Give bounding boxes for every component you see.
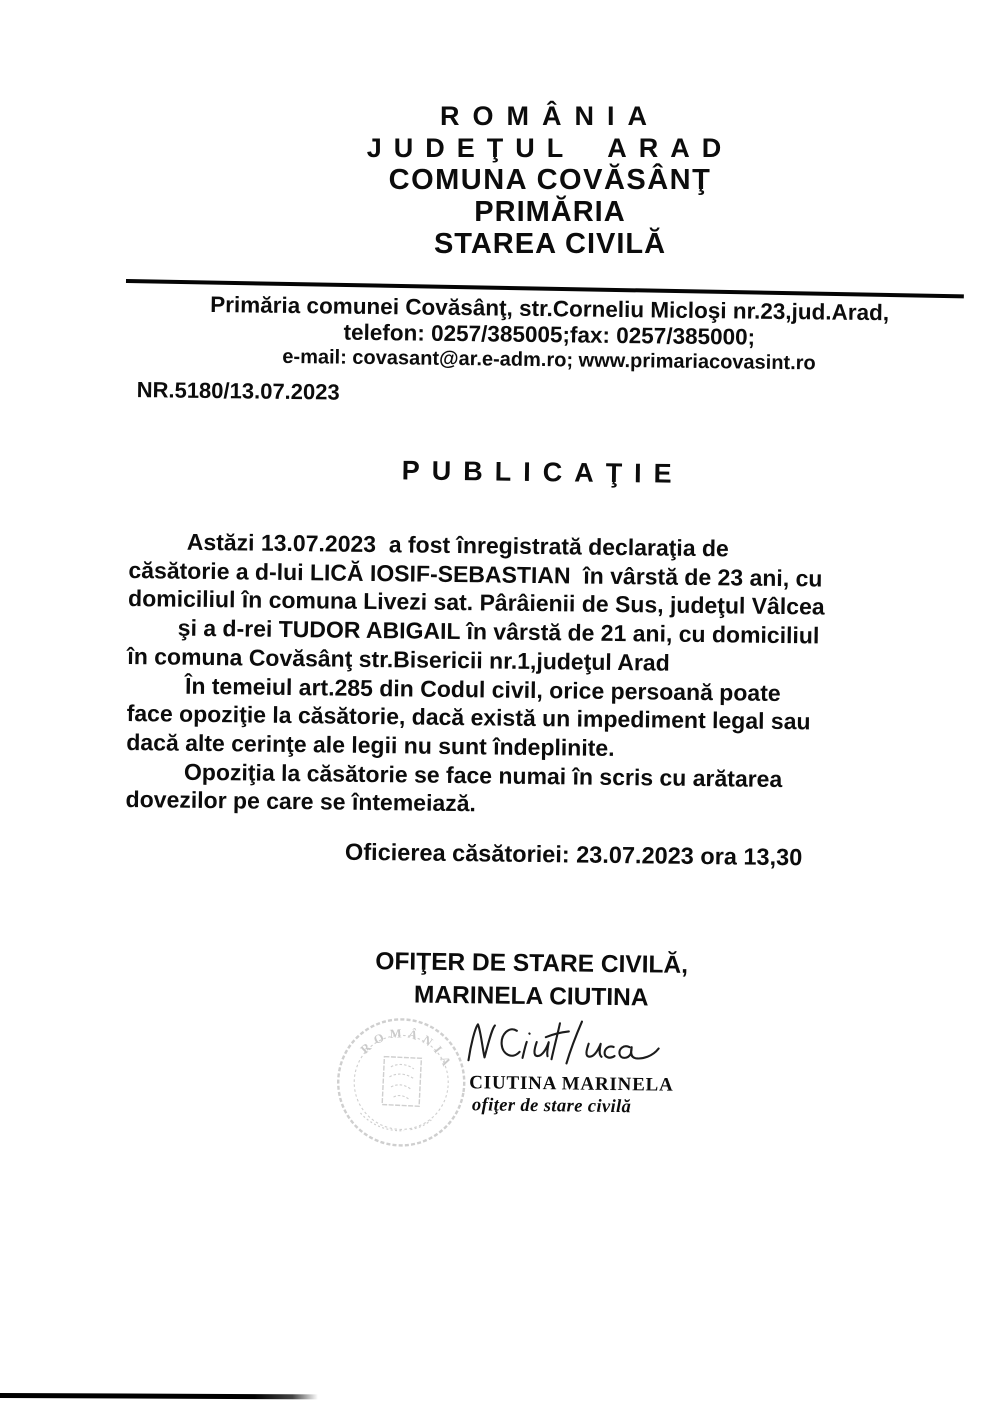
signoff-name: MARINELA CIUTINA [413,981,649,1012]
letterhead-department: STAREA CIVILĂ [433,228,667,260]
body-line: domiciliul în comuna Livezi sat. Pârâienii de Sus, judeţul Vâlcea [127,585,825,620]
registration-number: NR.5180/13.07.2023 [136,377,340,405]
signed-name: CIUTINA MARINELA [469,1072,674,1096]
official-round-stamp-icon [329,1011,473,1155]
signed-title: ofiţer de stare civilă [471,1095,632,1118]
letterhead-country: ROMÂNIA [440,101,660,131]
contact-block [109,290,990,379]
body-line: Astăzi 13.07.2023 a fost înregistrată declaraţia de [186,528,729,562]
contact-email-web-line: e-mail: covasant@ar.e-adm.ro; www.primariacovasint.ro [282,345,816,375]
body-line: În temeiul art.285 din Codul civil, orice persoană poate [184,672,781,706]
officiation-date-line: Oficierea căsătoriei: 23.07.2023 ora 13,30 [344,838,803,871]
body-line: dovezilor pe care se întemeiază. [125,786,477,817]
body-line: face opoziţie la căsătorie, dacă există un impediment legal sau [126,700,811,735]
body-line: în comuna Covăsânţ str.Bisericii nr.1,judeţul Arad [127,642,670,676]
letterhead-institution: PRIMĂRIA [474,196,626,228]
body-line: dacă alte cerinţe ale legii nu sunt îndeplinite. [126,728,615,761]
signoff-block [86,942,977,1019]
letterhead-commune: COMUNA COVĂSÂNŢ [388,164,712,196]
body-line: Opoziţia la căsătorie se face numai în scris cu arătarea [183,758,783,792]
svg-text:ROMÂNIA: ROMÂNIA [357,1026,456,1073]
document-title: PUBLICAŢIE [401,455,684,489]
contact-address-line: Primăria comunei Covăsânţ, str.Corneliu Micloşi nr.23,jud.Arad, [210,292,890,326]
signoff-role: OFIŢER DE STARE CIVILĂ, [375,948,689,979]
contact-phone-fax-line: telefon: 0257/385005;fax: 0257/385000; [343,319,756,350]
body-line: şi a d-rei TUDOR ABIGAIL în vârstă de 21 ani, cu domiciliul [177,614,820,649]
body-text [125,527,950,824]
letterhead-county: JUDEŢUL ARAD [366,133,734,163]
handwritten-signature [460,1014,666,1078]
body-line: căsătorie a d-lui LICĂ IOSIF-SEBASTIAN în vârstă de 23 ani, cu [128,556,823,592]
